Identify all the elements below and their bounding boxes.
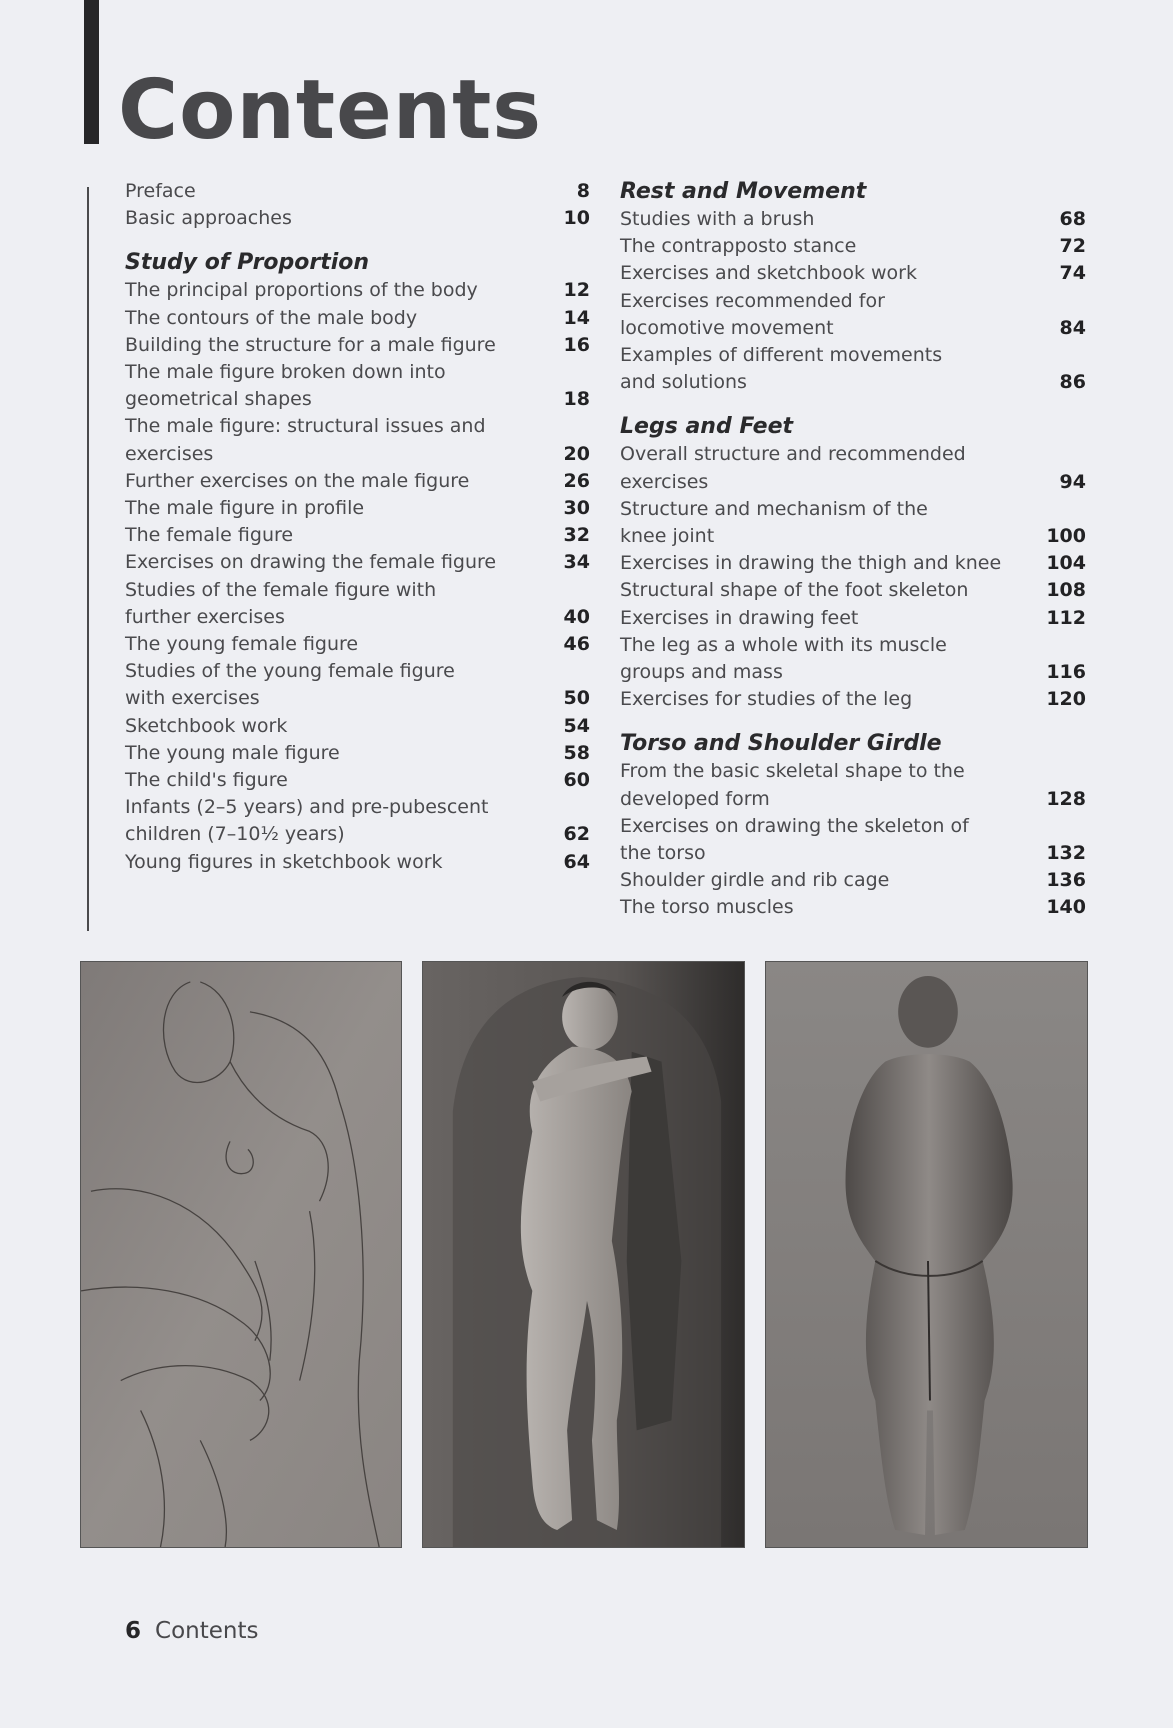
toc-entry-title: Studies of the young female figure with exercises [125,660,455,710]
toc-entry[interactable] [125,495,590,522]
toc-entry-page: 72 [1059,235,1086,258]
toc-entry-title: Exercises on drawing the skeleton of the torso [620,814,969,865]
toc-entry[interactable] [125,522,590,549]
toc-entry[interactable] [125,468,590,495]
toc-entry[interactable] [125,849,590,876]
toc-entry[interactable] [620,550,1086,577]
toc-entry[interactable] [620,342,1086,396]
toc-entry-title: Examples of different movements and solutions [620,344,943,394]
toc-entry[interactable] [125,658,590,712]
toc-entry-page: 84 [1059,316,1086,339]
toc-entry[interactable] [620,813,1086,867]
section-gap [620,713,1086,730]
toc-vertical-rule [87,187,89,931]
toc-entry-title: Exercises and sketchbook work [620,262,917,285]
toc-entry-page: 54 [563,714,590,737]
toc-category-heading: Legs and Feet [620,414,794,440]
toc-entry[interactable] [620,605,1086,632]
toc-entry-page: 58 [563,741,590,764]
toc-entry-title: The principal proportions of the body [125,279,478,302]
toc-entry-page: 128 [1046,787,1086,810]
toc-entry-title: Exercises recommended for locomotive movement [620,289,885,339]
toc-entry[interactable] [620,894,1086,921]
toc-entry-title: The child's figure [125,769,288,792]
toc-entry[interactable] [125,767,590,794]
toc-entry-page: 32 [563,524,590,547]
toc-entry-title: Preface [125,180,196,202]
toc-entry-title: Overall structure and recommended exercises [620,443,966,493]
toc-entry-page: 26 [563,469,590,492]
illustration-standing-figure-front [422,961,745,1548]
toc-entry[interactable] [620,233,1086,260]
toc-entry[interactable] [620,260,1086,287]
toc-entry-page: 8 [576,180,590,202]
toc-entry[interactable] [125,305,590,332]
toc-entry-page: 20 [563,442,590,465]
toc-entry-page: 16 [563,333,590,356]
toc-entry-title: Basic approaches [125,207,292,230]
toc-entry-title: Studies of the female figure with further exercises [125,578,437,628]
toc-entry[interactable] [125,740,590,767]
toc-entry-title: Building the structure for a male figure [125,333,496,356]
toc-category-heading: Rest and Movement [620,179,867,204]
toc-entry-page: 140 [1046,896,1086,919]
toc-entry[interactable] [620,441,1086,495]
toc-entry[interactable] [125,205,590,232]
toc-entry[interactable] [125,713,590,740]
toc-entry-page: 50 [563,687,590,710]
toc-entry-page: 112 [1046,606,1086,629]
toc-entry-title: Exercises for studies of the leg [620,688,913,711]
toc-entry[interactable] [125,577,590,631]
toc-entry-title: The contours of the male body [125,306,418,329]
toc-category-heading: Study of Proportion [125,250,370,276]
toc-entry-page: 86 [1059,371,1086,394]
toc-entry[interactable] [620,577,1086,604]
toc-entry[interactable] [620,686,1086,713]
toc-entry[interactable] [620,867,1086,894]
toc-entry-page: 64 [563,850,590,873]
toc-entry-page: 132 [1046,842,1086,865]
toc-entry-page: 104 [1046,552,1086,575]
toc-left-column [125,178,590,876]
toc-entry-title: From the basic skeletal shape to the developed form [620,760,965,810]
title-accent-bar [84,0,99,144]
toc-entry-page: 40 [563,605,590,628]
toc-entry-page: 18 [563,388,590,411]
toc-entry-page: 46 [563,633,590,656]
toc-entry-page: 100 [1046,525,1086,548]
toc-entry-title: Sketchbook work [125,714,288,737]
toc-entry[interactable] [620,288,1086,342]
toc-entry-title: Studies with a brush [620,208,815,230]
illustration-seated-line-drawing [80,961,402,1548]
toc-entry-title: Exercises on drawing the female figure [125,551,497,574]
toc-entry[interactable] [125,178,590,205]
toc-entry-title: Young figures in sketchbook work [125,850,443,873]
toc-entry[interactable] [125,413,590,467]
toc-entry-title: The torso muscles [620,896,794,919]
toc-entry-title: The male figure broken down into geometrical shapes [125,361,446,411]
toc-entry-title: The leg as a whole with its muscle groups and mass [620,633,947,684]
toc-entry-page: 60 [563,769,590,792]
toc-entry-page: 68 [1059,208,1086,230]
footer-page-number: 6 [125,1618,142,1644]
toc-entry-title: Infants (2–5 years) and pre-pubescent children (7–10½ years) [125,796,489,846]
toc-entry[interactable] [620,632,1086,686]
toc-entry-title: Shoulder girdle and rib cage [620,869,890,892]
toc-entry-title: Exercises in drawing feet [620,606,859,629]
toc-entry[interactable] [620,496,1086,550]
toc-entry-title: The contrapposto stance [620,235,857,258]
illustration-standing-figure-back [765,961,1088,1548]
toc-entry-page: 116 [1046,661,1086,684]
toc-entry-title: Further exercises on the male figure [125,469,470,492]
toc-entry[interactable] [125,631,590,658]
toc-right-column [620,178,1086,922]
toc-entry-page: 34 [563,551,590,574]
toc-entry-title: Exercises in drawing the thigh and knee [620,552,1002,575]
page-footer [125,1618,258,1644]
toc-entry-page: 10 [563,207,590,230]
toc-entry[interactable] [125,359,590,413]
toc-entry-page: 30 [563,497,590,520]
toc-entry-page: 12 [563,279,590,302]
toc-entry-title: Structure and mechanism of the knee joint [620,497,928,548]
toc-entry-page: 94 [1059,470,1086,493]
toc-entry-title: The male figure: structural issues and exercises [125,415,486,465]
toc-entry[interactable] [125,794,590,848]
toc-category-heading: Torso and Shoulder Girdle [620,731,942,757]
toc-entry-title: The young female figure [125,633,359,656]
toc-entry-page: 120 [1046,688,1086,711]
toc-entry[interactable] [620,758,1086,812]
toc-entry-title: Structural shape of the foot skeleton [620,579,969,602]
toc-entry-title: The female figure [125,524,294,547]
toc-entry-page: 74 [1059,262,1086,285]
toc-entry-title: The young male figure [125,741,340,764]
toc-entry[interactable] [125,549,590,576]
section-gap [125,232,590,249]
toc-entry-page: 14 [563,306,590,329]
toc-entry[interactable] [125,332,590,359]
toc-entry[interactable] [125,277,590,304]
toc-entry[interactable] [620,206,1086,233]
section-gap [620,396,1086,413]
toc-entry-title: The male figure in profile [125,497,365,520]
toc-entry-page: 62 [563,823,590,846]
page-title: Contents [118,63,543,158]
footer-label: Contents [155,1618,259,1644]
toc-entry-page: 136 [1046,869,1086,892]
toc-entry-page: 108 [1046,579,1086,602]
